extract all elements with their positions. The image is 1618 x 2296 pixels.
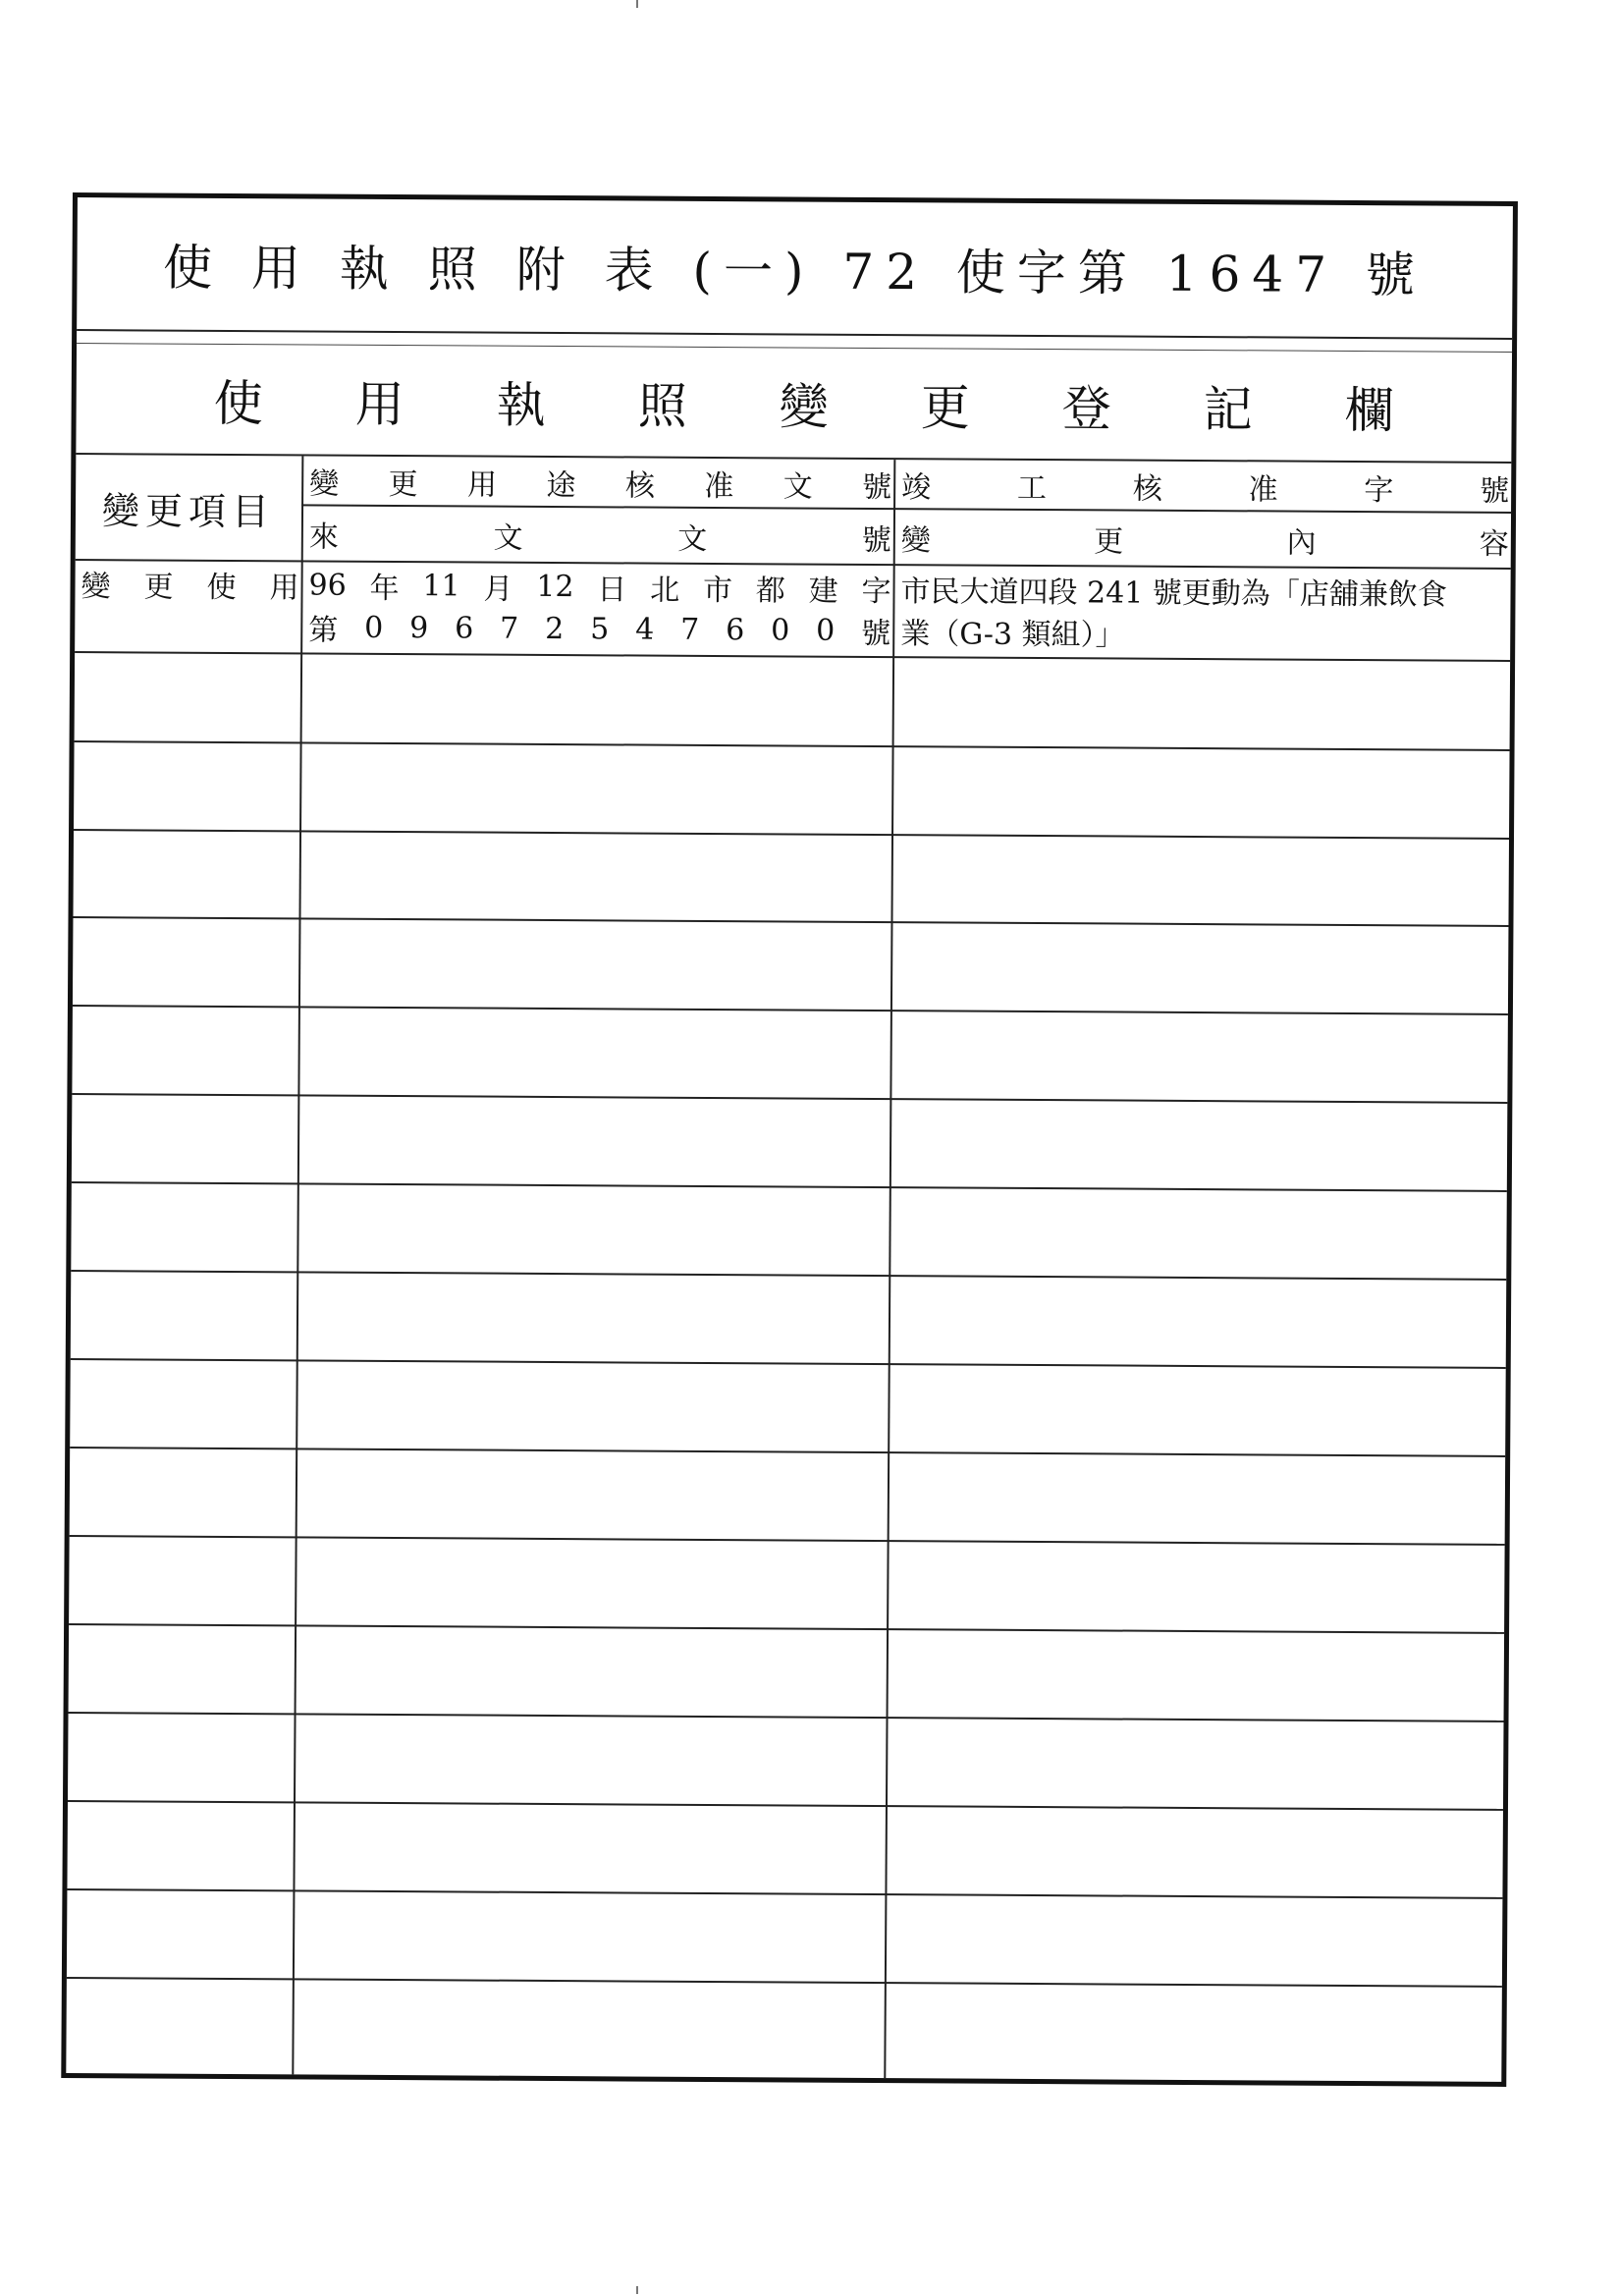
item-char: 變 bbox=[81, 570, 111, 605]
approval-char: 5 bbox=[590, 611, 610, 646]
header-incoming-doc-number bbox=[303, 506, 893, 564]
header-char: 文 bbox=[782, 468, 813, 505]
approval-char: 6 bbox=[455, 610, 474, 646]
row-divider bbox=[75, 740, 1510, 751]
header-char: 用 bbox=[466, 466, 498, 503]
approval-char: 月 bbox=[483, 572, 513, 607]
row-1-approval-line-2 bbox=[302, 605, 892, 652]
approval-char: 0 bbox=[364, 610, 384, 645]
subtitle-char: 更 bbox=[920, 379, 970, 437]
header-char: 更 bbox=[1094, 523, 1124, 560]
subtitle-char: 照 bbox=[637, 377, 687, 435]
header-char: 文 bbox=[493, 520, 523, 556]
approval-char: 12 bbox=[536, 569, 574, 604]
approval-char: 9 bbox=[409, 610, 429, 645]
header-char: 核 bbox=[1132, 471, 1162, 507]
item-char: 使 bbox=[206, 570, 237, 606]
subtitle-char: 使 bbox=[213, 374, 263, 433]
header-change-item-label: 變更項目 bbox=[101, 488, 276, 533]
row-divider bbox=[70, 1535, 1505, 1546]
header-char: 工 bbox=[1016, 470, 1048, 506]
subtitle-char: 欄 bbox=[1344, 381, 1394, 440]
approval-char: 日 bbox=[597, 573, 627, 608]
approval-char: 6 bbox=[726, 612, 745, 647]
scan-mark-bottom bbox=[636, 2286, 638, 2294]
header-char: 文 bbox=[677, 521, 708, 557]
row-divider bbox=[71, 1358, 1506, 1369]
row-divider bbox=[74, 829, 1509, 840]
header-char: 內 bbox=[1286, 525, 1317, 561]
approval-char: 7 bbox=[500, 611, 519, 646]
subtitle-char: 用 bbox=[354, 375, 404, 434]
subtitle-char: 記 bbox=[1203, 381, 1253, 439]
row-1-content-line-1 bbox=[894, 568, 1510, 613]
row-divider bbox=[72, 1093, 1507, 1104]
header-char: 號 bbox=[861, 522, 891, 558]
approval-char: 0 bbox=[771, 612, 790, 647]
row-divider bbox=[69, 1623, 1504, 1634]
row-divider bbox=[67, 1977, 1502, 1988]
header-char: 號 bbox=[1480, 473, 1510, 509]
scan-mark-top bbox=[636, 0, 638, 8]
header-char: 容 bbox=[1479, 526, 1509, 562]
row-divider bbox=[67, 1888, 1502, 1899]
subtitle-char: 登 bbox=[1061, 380, 1111, 438]
approval-char: 0 bbox=[816, 613, 836, 648]
header-change-item bbox=[76, 455, 302, 560]
item-char: 更 bbox=[143, 570, 174, 605]
column-divider-1 bbox=[292, 456, 303, 2074]
row-divider bbox=[72, 1181, 1507, 1192]
column-divider-2 bbox=[884, 460, 895, 2078]
row-1-change-item bbox=[75, 563, 300, 605]
header-completion-approval-number bbox=[895, 460, 1511, 512]
header-char: 准 bbox=[1248, 471, 1278, 508]
content-text: 業（G-3 類組）」 bbox=[900, 617, 1125, 653]
header-char: 途 bbox=[546, 467, 576, 503]
row-divider bbox=[68, 1800, 1503, 1811]
header-char: 號 bbox=[862, 469, 892, 505]
approval-char: 第 bbox=[308, 613, 339, 648]
header-char: 字 bbox=[1364, 472, 1394, 508]
approval-char: 96 bbox=[308, 567, 347, 603]
header-approval-doc-number bbox=[303, 456, 893, 508]
approval-char: 號 bbox=[861, 616, 891, 652]
subtitle-char: 變 bbox=[779, 378, 829, 436]
row-1-content-line-2 bbox=[894, 609, 1510, 656]
approval-char: 7 bbox=[680, 612, 700, 647]
subtitle-char: 執 bbox=[496, 376, 546, 434]
header-char: 變 bbox=[900, 522, 931, 558]
header-char: 核 bbox=[624, 467, 655, 504]
approval-char: 市 bbox=[702, 573, 733, 609]
header-change-content bbox=[895, 510, 1511, 568]
row-divider bbox=[70, 1447, 1505, 1457]
header-char: 來 bbox=[308, 519, 339, 555]
row-divider bbox=[69, 1712, 1504, 1722]
document-title: 使 用 執 照 附 表 (一) 72 使字第 1647 號 bbox=[162, 239, 1428, 304]
approval-char: 11 bbox=[422, 568, 460, 603]
approval-char: 北 bbox=[650, 573, 680, 608]
header-char: 變 bbox=[309, 465, 340, 502]
row-divider bbox=[73, 1005, 1508, 1015]
header-char: 准 bbox=[704, 468, 734, 504]
header-char: 更 bbox=[388, 466, 418, 502]
row-1-approval-line-1 bbox=[302, 564, 892, 609]
content-text: 市民大道四段 241 號更動為「店舖兼飲食 bbox=[900, 574, 1447, 613]
row-divider bbox=[73, 916, 1508, 927]
title-row bbox=[77, 197, 1513, 340]
approval-char: 年 bbox=[369, 571, 400, 607]
use-permit-appendix-form bbox=[61, 192, 1518, 2087]
row-divider bbox=[71, 1270, 1506, 1281]
approval-char: 都 bbox=[755, 574, 785, 609]
approval-char: 2 bbox=[545, 611, 565, 646]
header-char: 竣 bbox=[901, 469, 932, 505]
approval-char: 字 bbox=[861, 574, 891, 610]
subtitle-row bbox=[76, 345, 1512, 464]
change-record-table bbox=[66, 455, 1511, 2082]
approval-char: 4 bbox=[635, 612, 655, 647]
approval-char: 建 bbox=[808, 574, 838, 609]
item-char: 用 bbox=[269, 571, 299, 606]
